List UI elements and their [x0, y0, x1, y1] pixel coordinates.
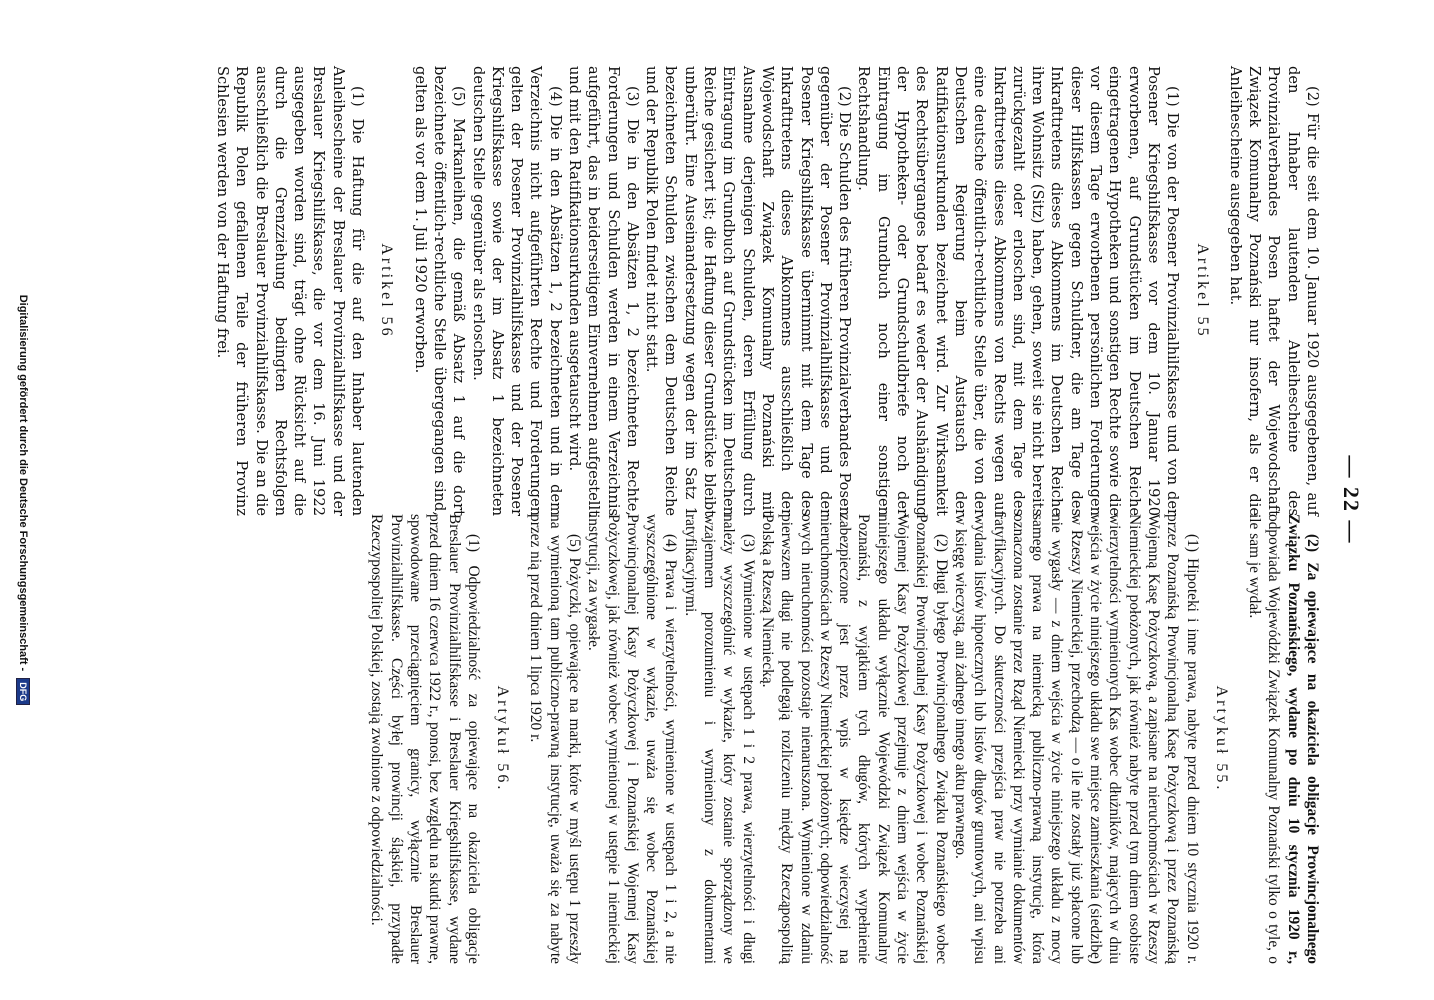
dfg-logo: DFG — [16, 678, 30, 705]
polish-art56-paragraph-1: (1) Odpowiedzialność za opiewające na okaziciela obligacje Breslauer Provinzialhilfskasse i Breslauer Kriegshilfskasse, wydane przed dniem 16 czerwca 1922 r., ponosi, bez względu na skutki prawne, spowodowane przeciągnięciem granicy, wyłącznie Breslauer Provinzialhilfskasse. Części byłej prowincji śląskiej, przypadłe Rzeczypospolitej Polskiej, zostają zwolnione z odpowiedzialności. — [368, 514, 482, 964]
german-art55-paragraph-2: (2) Die Schulden des früheren Provinzialverbandes Posen gegenüber der Posener Provinzialhilfskasse und der Posener Kriegshilfskasse übernimmt mit dem Tage des Inkrafttretens dieses Abkommens ausschließlich der Wojewodschaft Związek Komunalny Poznański mit Ausnahme derjenigen Schulden, deren Erfüllung durch Eintragung im Grundbuch auf Grundstücken im Deutschen Reiche gesichert ist; die Haftung dieser Grundstücke bleibt unberührt. Eine Auseinandersetzung wegen der im Satz 1 bezeichneten Schulden zwischen dem Deutschen Reiche und der Republik Polen findet nicht statt. — [643, 66, 854, 516]
polish-art54-bold-intro: (2) Za opiewające na okaziciela obligacje Prowincjonalnego Związku Poznańskiego, wydane po dniu 10 stycznia 1920 r., — [1284, 514, 1321, 964]
page-number: — 22 — — [1339, 455, 1364, 545]
german-art54-paragraph-2: (2) Für die seit dem 10. Januar 1920 ausgegebenen, auf den Inhaber lautenden Anleihescheine des Provinzialverbandes Posen haftet der Wojewodschaft Związek Komunalny Poznański nur insofern, als er die Anleihescheine ausgegeben hat. — [1226, 66, 1321, 516]
german-art55-paragraph-1: (1) Die von der Posener Provinzialhilfskasse und von der Posener Kriegshilfskasse vor dem 10. Januar 1920 erworbenen, auf Grundstücken im Deutschen Reiche eingetragenen Hypotheken und sonstigen Rechte sowie die vor diesem Tage erworbenen persönlichen Forderungen dieser Hilfskassen gegen Schuldner, die am Tage des Inkrafttretens dieses Abkommens im Deutschen Reiche ihren Wohnsitz (Sitz) haben, gehen, soweit sie nicht bereits zurückgezahlt oder erloschen sind, mit dem Tage des Inkrafttretens dieses Abkommens von Rechts wegen auf eine deutsche öffentlich-rechtliche Stelle über, die von der Deutschen Regierung beim Austausch der Ratifikationsurkunden bezeichnet wird. Zur Wirksamkeit des Rechtsüberganges bedarf es weder der Aushändigung der Hypotheken- oder Grundschuldbriefe noch der Eintragung im Grundbuch noch einer sonstigen Rechtshandlung. — [855, 66, 1182, 516]
footer-text: Digitalisierung gefördert durch die Deutsche Forschungsgemeinschaft - — [17, 294, 30, 672]
polish-art54-paragraph-2 — [1245, 514, 1322, 964]
polish-art55-paragraph-5: (5) Pożyczki, opiewające na marki, które w myśl ustępu 1 przeszły na wymienioną tam publiczno-prawną instytucję, uważa się za nabyte przez nią przed dniem 1 lipca 1920 r. — [527, 514, 584, 964]
german-art55-paragraph-4: (4) Die in den Absätzen 1, 2 bezeichneten und in dem Verzeichnis nicht aufgeführten Rechte und Forderungen gelten der Posener Provinzialhilfskasse und der Posener Kriegshilfskasse sowie der im Absatz 1 bezeichneten deutschen Stelle gegenüber als erloschen. — [469, 66, 564, 516]
german-art55-heading: Artikel 55 — [1193, 243, 1211, 339]
polish-art55-paragraph-1: (1) Hipoteki i inne prawa, nabyte przed dniem 10 stycznia 1920 r. przez Poznańską Prowincjonalną Kasę Pożyczkową i przez Poznańską Wojenną Kasę Pożyczkową, a zapisane na nieruchomościach w Rzeszy Niemieckiej położonych, jak również nabyte przed tym dniem osobiste wierzytelności wymienionych Kas wobec dłużników, mających w dniu wejścia w życie niniejszego układu swe miejsce zamieszkania (siedzibę) w Rzeszy Niemieckiej, przechodzą — o ile nie zostały już spłacone lub nie wygasły — z dniem wejścia w życie niniejszego układu z mocy samego prawa na niemiecką publiczno-prawną instytucję, która oznaczona zostanie przez Rząd Niemiecki przy wymianie dokumentów ratyfikacyjnych. Do skuteczności przejścia praw nie potrzeba ani wydania listów hipotecznych lub listów długów gruntowych, ani wpisu w księgę wieczystą, ani żadnego innego aktu prawnego. — [951, 514, 1201, 964]
polish-column — [367, 514, 1322, 964]
polish-art55-heading: Artykuł 55. — [1212, 685, 1230, 793]
german-art56-heading: Artikel 56 — [378, 243, 396, 339]
polish-art55-paragraph-3: (3) Wymienione w ustępach 1 i 2 prawa, wierzytelności i długi należy wyszczególnić w wykazie, który zostanie sporządzony we wzajemnem porozumieniu i wymieniony z dokumentami ratyfikacyjnymi. — [681, 514, 757, 964]
german-column — [213, 66, 1322, 516]
german-art55-paragraph-5: (5) Markanleihen, die gemäß Absatz 1 auf die dort bezeichnete öffentlich-rechtliche Stelle übergegangen sind, gelten als vor dem 1. Juli 1920 erworben. — [411, 66, 468, 516]
polish-art54-rest: odpowiada Wojewódzki Związek Komunalny Poznański tylko o tyle, o ile sam je wydał. — [1246, 514, 1283, 964]
german-art56-paragraph-1: (1) Die Haftung für die auf den Inhaber lautenden Anleihescheine der Breslauer Provinzialhilfskasse und der Breslauer Kriegshilfskasse, die vor dem 16. Juni 1922 ausgegeben worden sind, trägt ohne Rücksicht auf die durch die Grenzziehung bedingten Rechtsfolgen ausschließlich die Breslauer Provinzialhilfskasse. Die an die Republik Polen gefallenen Teile der früheren Provinz Schlesien werden von der Haftung frei. — [213, 66, 367, 516]
digitization-footer — [16, 0, 30, 1000]
polish-art56-heading: Artykuł 56. — [494, 685, 512, 793]
polish-art55-paragraph-4: (4) Prawa i wierzytelności, wymienione w ustępach 1 i 2, a nie wyszczególnione w wykazie, uważa się wobec Poznańskiej Prowincjonalnej Kasy Pożyczkowej i Poznańskiej Wojennej Kasy Pożyczkowej, jak również wobec wymienionej w ustępie 1 niemieckiej instytucji, za wygasłe. — [585, 514, 680, 964]
polish-art55-paragraph-2: (2) Długi byłego Prowincjonalnego Związku Poznańskiego wobec Poznańskiej Prowincjonalnej Kasy Pożyczkowej i wobec Poznańskiej Wojennej Kasy Pożyczkowej przejmuje z dniem wejścia w życie niniejszego układu wyłącznie Wojewódzki Związek Komunalny Poznański, z wyjątkiem tych długów, których wypełnienie zabezpieczone jest przez wpis w księdze wieczystej na nieruchomościach w Rzeszy Niemieckiej położonych; odpowiedzialność owych nieruchomości pozostaje nienaruszona. Wymienione w zdaniu pierwszem długi nie podlegają rozliczeniu między Rzecząpospolitą Polską a Rzeszą Niemiecką. — [758, 514, 950, 964]
german-art55-paragraph-3: (3) Die in den Absätzen 1, 2 bezeichneten Rechte, Forderungen und Schulden werden in einem Verzeichnis aufgeführt, das in beiderseitigem Einvernehmen aufgestellt und mit den Ratifikationsurkunden ausgetauscht wird. — [566, 66, 641, 516]
